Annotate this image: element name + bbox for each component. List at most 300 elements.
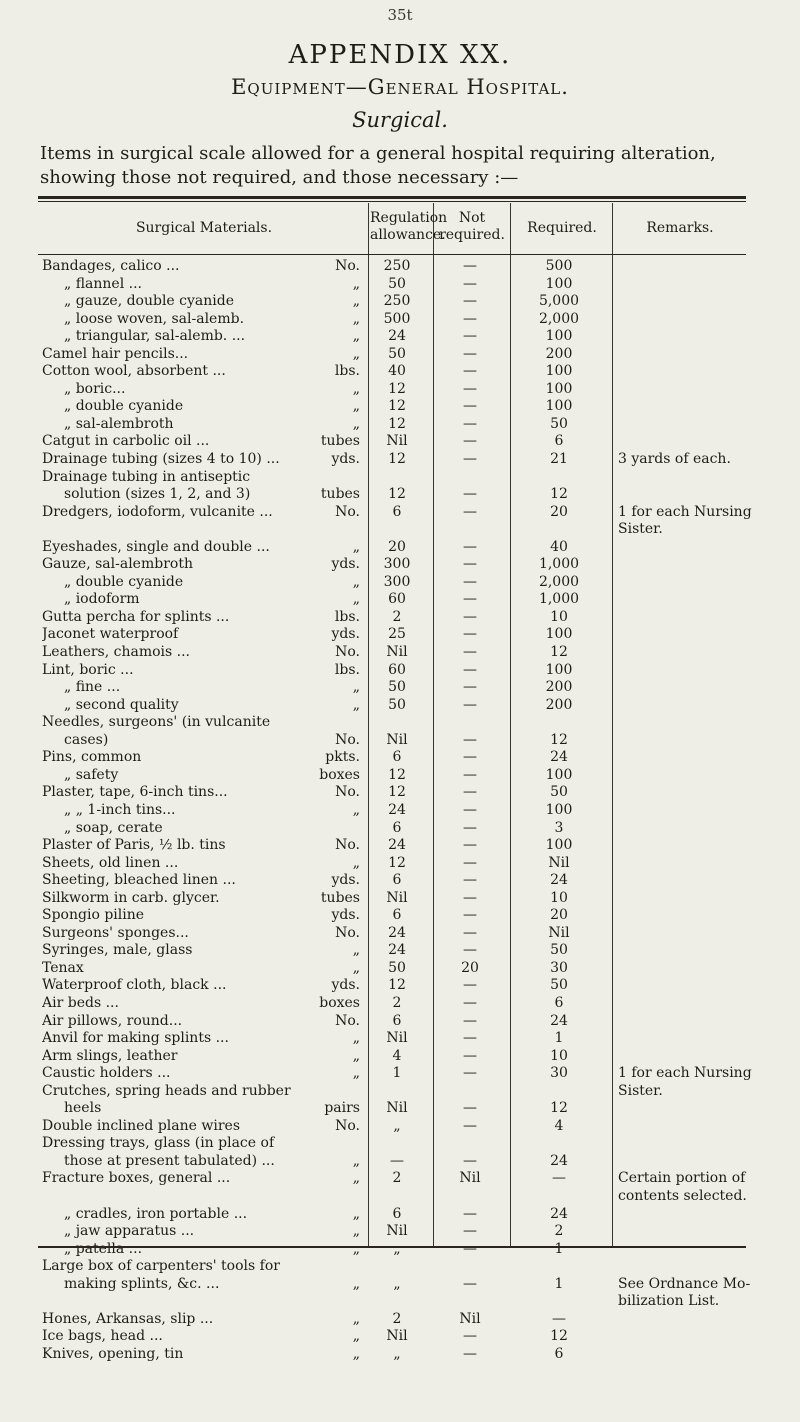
table-row <box>38 890 746 908</box>
required-cell: 2 <box>554 1223 564 1240</box>
required-cell: 12 <box>550 731 568 748</box>
item-cell: Plaster, tape, 6-inch tins... <box>42 784 228 801</box>
not-required-cell: — <box>463 1240 477 1257</box>
item-cell: Gauze, sal-alembroth <box>42 556 193 573</box>
regulation-cell: Nil <box>386 1100 408 1117</box>
required-cell: 10 <box>550 1047 568 1064</box>
table-row <box>38 1258 746 1276</box>
item-cell: Sheets, old linen ... <box>42 854 179 871</box>
regulation-cell: 24 <box>388 801 406 818</box>
required-cell: 30 <box>550 1065 568 1082</box>
regulation-cell: 6 <box>392 907 402 924</box>
not-required-cell: — <box>463 766 477 783</box>
not-required-cell: — <box>463 749 477 766</box>
regulation-cell: 4 <box>392 1047 402 1064</box>
unit-cell: No. <box>335 503 360 520</box>
table-row <box>38 276 746 294</box>
required-cell: 200 <box>545 345 573 362</box>
remarks-cell: 1 for each Nursing <box>618 1065 752 1082</box>
regulation-cell: — <box>390 1152 404 1169</box>
unit-cell: „ <box>352 310 360 327</box>
table-row <box>38 644 746 662</box>
not-required-cell: — <box>463 626 477 643</box>
not-required-cell: — <box>463 1205 477 1222</box>
unit-cell: „ <box>352 1205 360 1222</box>
unit-cell: „ <box>352 1047 360 1064</box>
not-required-cell: — <box>463 994 477 1011</box>
required-cell: 100 <box>545 801 573 818</box>
not-required-cell: — <box>463 731 477 748</box>
table-row <box>38 960 746 978</box>
item-cell: Camel hair pencils... <box>42 345 189 362</box>
regulation-cell: 2 <box>392 608 402 625</box>
unit-cell: lbs. <box>334 363 360 380</box>
required-cell: — <box>552 1170 566 1187</box>
item-cell: Dredgers, iodoform, vulcanite ... <box>42 503 273 520</box>
unit-cell: yds. <box>331 556 360 573</box>
required-cell: 12 <box>550 1328 568 1345</box>
required-cell: Nil <box>548 924 570 941</box>
table-row <box>38 591 746 609</box>
regulation-cell: 12 <box>388 854 406 871</box>
unit-cell: „ <box>352 942 360 959</box>
regulation-cell: Nil <box>386 1030 408 1047</box>
item-cell: Silkworm in carb. glycer. <box>42 889 220 906</box>
required-cell: 1 <box>554 1030 564 1047</box>
unit-cell: boxes <box>319 994 360 1011</box>
unit-cell: „ <box>352 1310 360 1327</box>
required-cell: Nil <box>548 854 570 871</box>
item-cell: Surgeons' sponges... <box>42 924 189 941</box>
regulation-cell: „ <box>393 1275 401 1292</box>
table-row <box>38 486 746 504</box>
regulation-cell: Nil <box>386 644 408 661</box>
regulation-cell: 6 <box>392 503 402 520</box>
item-cell: „ cradles, iron portable ... <box>64 1205 248 1222</box>
page-number: 35t <box>387 6 413 24</box>
not-required-cell: — <box>463 275 477 292</box>
item-cell: Crutches, spring heads and rubber <box>42 1082 291 1099</box>
required-cell: 3 <box>554 819 564 836</box>
regulation-cell: 12 <box>388 380 406 397</box>
table-row <box>38 1083 746 1101</box>
header-rule <box>38 254 746 255</box>
unit-cell: yds. <box>331 626 360 643</box>
not-required-cell: Nil <box>459 1310 481 1327</box>
regulation-cell: 6 <box>392 749 402 766</box>
required-cell: 5,000 <box>538 293 580 310</box>
regulation-cell: 12 <box>388 486 406 503</box>
unit-cell: tubes <box>320 889 360 906</box>
required-cell: 10 <box>550 889 568 906</box>
item-cell: Caustic holders ... <box>42 1065 171 1082</box>
regulation-cell: 60 <box>388 591 406 608</box>
unit-cell: „ <box>352 1275 360 1292</box>
required-cell: 100 <box>545 380 573 397</box>
table-row <box>38 258 746 276</box>
required-cell: 2,000 <box>538 310 580 327</box>
required-cell: 20 <box>550 907 568 924</box>
table-bottom-rule <box>38 1246 746 1248</box>
required-cell: 24 <box>550 1012 568 1029</box>
item-cell: Dressing trays, glass (in place of <box>42 1135 275 1152</box>
table-row <box>38 503 752 522</box>
header-not-required: Not required. <box>439 210 505 243</box>
regulation-cell: 6 <box>392 872 402 889</box>
not-required-cell: — <box>463 1047 477 1064</box>
not-required-cell: — <box>463 1152 477 1169</box>
regulation-cell: 12 <box>388 451 406 468</box>
item-cell: Spongio piline <box>42 907 145 924</box>
item-cell: Arm slings, leather <box>42 1047 178 1064</box>
equipment-subheading: Equipment—General Hospital. <box>231 75 569 99</box>
table-row <box>38 1311 746 1329</box>
unit-cell: No. <box>335 784 360 801</box>
regulation-cell: 20 <box>388 538 406 555</box>
item-cell: „ iodoform <box>64 591 140 608</box>
required-cell: 21 <box>550 451 568 468</box>
item-cell: Hones, Arkansas, slip ... <box>42 1310 214 1327</box>
item-cell: Tenax <box>42 959 84 976</box>
required-cell: 50 <box>550 977 568 994</box>
unit-cell: „ <box>352 1240 360 1257</box>
table-row <box>38 1135 746 1153</box>
required-cell: 200 <box>545 696 573 713</box>
regulation-cell: 50 <box>388 275 406 292</box>
regulation-cell: Nil <box>386 1223 408 1240</box>
unit-cell: „ <box>352 573 360 590</box>
unit-cell: No. <box>335 1117 360 1134</box>
not-required-cell: — <box>463 1030 477 1047</box>
unit-cell: „ <box>352 415 360 432</box>
unit-cell: boxes <box>319 766 360 783</box>
unit-cell: pairs <box>324 1100 360 1117</box>
item-cell: Anvil for making splints ... <box>42 1030 229 1047</box>
item-cell: Pins, common <box>42 749 142 766</box>
intro-paragraph: Items in surgical scale allowed for a general hospital requiring alteration, showing those not required, and those necessary :— <box>40 143 716 188</box>
item-cell: Catgut in carbolic oil ... <box>42 433 210 450</box>
item-cell: Jaconet waterproof <box>42 626 179 643</box>
table-row <box>38 995 746 1013</box>
header-regulation: Regulation allowance. <box>370 210 448 243</box>
table-row <box>38 363 746 381</box>
unit-cell: „ <box>352 801 360 818</box>
item-cell: Air pillows, round... <box>42 1012 183 1029</box>
not-required-cell: — <box>463 556 477 573</box>
table-row <box>38 855 746 873</box>
not-required-cell: — <box>463 608 477 625</box>
unit-cell: No. <box>335 924 360 941</box>
item-cell: „ jaw apparatus ... <box>64 1223 195 1240</box>
not-required-cell: Nil <box>459 1170 481 1187</box>
not-required-cell: — <box>463 1345 477 1362</box>
unit-cell: „ <box>352 959 360 976</box>
unit-cell: No. <box>335 644 360 661</box>
unit-cell: „ <box>352 398 360 415</box>
table-row <box>38 820 746 838</box>
table-row <box>38 311 746 329</box>
not-required-cell: — <box>463 696 477 713</box>
required-cell: 100 <box>545 766 573 783</box>
not-required-cell: — <box>463 398 477 415</box>
unit-cell: lbs. <box>334 608 360 625</box>
regulation-cell: 6 <box>392 1205 402 1222</box>
not-required-cell: — <box>463 1117 477 1134</box>
unit-cell: No. <box>335 837 360 854</box>
required-cell: 12 <box>550 644 568 661</box>
table-row <box>38 1118 746 1136</box>
unit-cell: „ <box>352 1223 360 1240</box>
not-required-cell: — <box>463 1223 477 1240</box>
not-required-cell: — <box>463 924 477 941</box>
table-row <box>38 521 746 539</box>
table-row <box>38 977 746 995</box>
not-required-cell: — <box>463 854 477 871</box>
required-cell: 24 <box>550 872 568 889</box>
required-cell: 200 <box>545 679 573 696</box>
item-cell: „ second quality <box>64 696 179 713</box>
not-required-cell: — <box>463 872 477 889</box>
required-cell: 50 <box>550 784 568 801</box>
table-row <box>38 925 746 943</box>
table-row <box>38 539 746 557</box>
not-required-cell: — <box>463 328 477 345</box>
not-required-cell: — <box>463 451 477 468</box>
required-cell: 50 <box>550 415 568 432</box>
item-cell: Gutta percha for splints ... <box>42 608 230 625</box>
unit-cell: „ <box>352 380 360 397</box>
unit-cell: yds. <box>331 977 360 994</box>
unit-cell: „ <box>352 1152 360 1169</box>
regulation-cell: Nil <box>386 433 408 450</box>
required-cell: 1,000 <box>538 556 580 573</box>
required-cell: 2,000 <box>538 573 580 590</box>
table-row <box>38 398 746 416</box>
unit-cell: pkts. <box>325 749 360 766</box>
table-row <box>38 1188 746 1206</box>
regulation-cell: 1 <box>392 1065 402 1082</box>
table-row <box>38 1065 752 1083</box>
regulation-cell: 2 <box>392 1170 402 1187</box>
not-required-cell: — <box>463 661 477 678</box>
table-row <box>38 1048 746 1066</box>
not-required-cell: — <box>463 380 477 397</box>
table-row <box>38 1153 746 1171</box>
item-cell: making splints, &c. ... <box>64 1275 220 1292</box>
required-cell: 100 <box>545 837 573 854</box>
regulation-cell: 24 <box>388 942 406 959</box>
required-cell: 12 <box>550 486 568 503</box>
regulation-cell: Nil <box>386 1328 408 1345</box>
required-cell: 12 <box>550 1100 568 1117</box>
not-required-cell: — <box>463 837 477 854</box>
regulation-cell: 24 <box>388 837 406 854</box>
unit-cell: „ <box>352 345 360 362</box>
regulation-cell: 12 <box>388 977 406 994</box>
item-cell: „ fine ... <box>64 679 121 696</box>
not-required-cell: — <box>463 1100 477 1117</box>
regulation-cell: 12 <box>388 784 406 801</box>
regulation-cell: 300 <box>383 556 411 573</box>
required-cell: 6 <box>554 1345 564 1362</box>
remarks-cell: 1 for each Nursing <box>618 503 752 520</box>
regulation-cell: 12 <box>388 766 406 783</box>
regulation-cell: 24 <box>388 328 406 345</box>
regulation-cell: 12 <box>388 415 406 432</box>
item-cell: „ triangular, sal-alemb. ... <box>64 328 246 345</box>
not-required-cell: — <box>463 258 477 274</box>
item-cell: Cotton wool, absorbent ... <box>42 363 226 380</box>
required-cell: 30 <box>550 959 568 976</box>
table-row <box>38 1293 746 1311</box>
regulation-cell: „ <box>393 1345 401 1362</box>
regulation-cell: Nil <box>386 889 408 906</box>
remarks-cell: Sister. <box>618 521 663 538</box>
regulation-cell: 2 <box>392 994 402 1011</box>
remarks-cell: contents selected. <box>618 1187 747 1204</box>
required-cell: 24 <box>550 1205 568 1222</box>
not-required-cell: — <box>463 1012 477 1029</box>
item-cell: „ patella ... <box>64 1240 143 1257</box>
remarks-cell: bilization List. <box>618 1293 720 1310</box>
not-required-cell: — <box>463 977 477 994</box>
item-cell: Needles, surgeons' (in vulcanite <box>42 714 271 731</box>
unit-cell: tubes <box>320 486 360 503</box>
item-cell: Leathers, chamois ... <box>42 644 191 661</box>
remarks-cell: Sister. <box>618 1082 663 1099</box>
header-materials: Surgical Materials. <box>135 220 273 236</box>
regulation-cell: 50 <box>388 679 406 696</box>
table-row <box>38 767 746 785</box>
remarks-cell: 3 yards of each. <box>618 451 731 468</box>
regulation-cell: „ <box>393 1240 401 1257</box>
remarks-cell: See Ordnance Mo- <box>618 1275 751 1292</box>
not-required-cell: — <box>463 415 477 432</box>
regulation-cell: „ <box>393 1117 401 1134</box>
item-cell: „ „ 1-inch tins... <box>64 801 176 818</box>
regulation-cell: 6 <box>392 819 402 836</box>
regulation-cell: 12 <box>388 398 406 415</box>
not-required-cell: — <box>463 433 477 450</box>
item-cell: „ loose woven, sal-alemb. <box>64 310 245 327</box>
required-cell: 500 <box>545 258 573 274</box>
item-cell: Lint, boric ... <box>42 661 134 678</box>
appendix-heading: APPENDIX XX. <box>288 40 512 70</box>
not-required-cell: — <box>463 503 477 520</box>
required-cell: 50 <box>550 942 568 959</box>
unit-cell: „ <box>352 538 360 555</box>
required-cell: — <box>552 1310 566 1327</box>
table-row <box>38 942 746 960</box>
table-row <box>38 416 746 434</box>
required-cell: 24 <box>550 1152 568 1169</box>
table-row <box>38 1170 746 1188</box>
table-row <box>38 732 746 750</box>
unit-cell: yds. <box>331 451 360 468</box>
required-cell: 6 <box>554 433 564 450</box>
required-cell: 100 <box>545 328 573 345</box>
not-required-cell: 20 <box>461 959 479 976</box>
table-row <box>38 469 746 487</box>
table-row <box>38 1275 751 1294</box>
item-cell: Waterproof cloth, black ... <box>42 977 227 994</box>
item-cell: „ double cyanide <box>64 573 184 590</box>
section-title: Surgical. <box>352 108 448 132</box>
unit-cell: yds. <box>331 907 360 924</box>
regulation-cell: Nil <box>386 731 408 748</box>
regulation-cell: 24 <box>388 924 406 941</box>
table-row <box>38 626 746 644</box>
table-row <box>38 1013 746 1031</box>
table-row <box>38 662 746 680</box>
table-row <box>38 346 746 364</box>
table-row <box>38 697 746 715</box>
item-cell: Sheeting, bleached linen ... <box>42 872 236 889</box>
unit-cell: „ <box>352 328 360 345</box>
not-required-cell: — <box>463 942 477 959</box>
unit-cell: „ <box>352 1030 360 1047</box>
regulation-cell: 250 <box>383 293 411 310</box>
table-top-rule <box>38 196 746 199</box>
table-row <box>38 574 746 592</box>
regulation-cell: 40 <box>388 363 406 380</box>
table-row <box>38 433 746 451</box>
table-row <box>38 837 746 855</box>
item-cell: Large box of carpenters' tools for <box>42 1258 280 1275</box>
unit-cell: No. <box>335 1012 360 1029</box>
not-required-cell: — <box>463 784 477 801</box>
unit-cell: No. <box>335 731 360 748</box>
item-cell: Drainage tubing (sizes 4 to 10) ... <box>42 451 280 468</box>
not-required-cell: — <box>463 1275 477 1292</box>
table-row <box>38 1241 746 1259</box>
unit-cell: „ <box>352 275 360 292</box>
remarks-cell: Certain portion of <box>618 1170 746 1187</box>
item-cell: heels <box>64 1100 102 1117</box>
table-row <box>38 784 746 802</box>
unit-cell: No. <box>335 258 360 274</box>
item-cell: „ flannel ... <box>64 275 142 292</box>
not-required-cell: — <box>463 310 477 327</box>
item-cell: „ gauze, double cyanide <box>64 293 235 310</box>
regulation-cell: 25 <box>388 626 406 643</box>
table-row <box>38 381 746 399</box>
unit-cell: „ <box>352 1345 360 1362</box>
item-cell: Bandages, calico ... <box>42 258 180 274</box>
not-required-cell: — <box>463 1328 477 1345</box>
item-cell: Double inclined plane wires <box>42 1117 241 1134</box>
table-row <box>38 328 746 346</box>
required-cell: 4 <box>554 1117 564 1134</box>
item-cell: „ sal-alembroth <box>64 415 174 432</box>
required-cell: 20 <box>550 503 568 520</box>
unit-cell: „ <box>352 696 360 713</box>
regulation-cell: 50 <box>388 959 406 976</box>
regulation-cell: 60 <box>388 661 406 678</box>
table-row <box>38 872 746 890</box>
required-cell: 100 <box>545 661 573 678</box>
not-required-cell: — <box>463 363 477 380</box>
table-row <box>38 1206 746 1224</box>
not-required-cell: — <box>463 1065 477 1082</box>
not-required-cell: — <box>463 819 477 836</box>
regulation-cell: 50 <box>388 345 406 362</box>
required-cell: 6 <box>554 994 564 1011</box>
regulation-cell: 300 <box>383 573 411 590</box>
regulation-cell: 50 <box>388 696 406 713</box>
table-top-rule-thin <box>38 201 746 202</box>
required-cell: 100 <box>545 363 573 380</box>
